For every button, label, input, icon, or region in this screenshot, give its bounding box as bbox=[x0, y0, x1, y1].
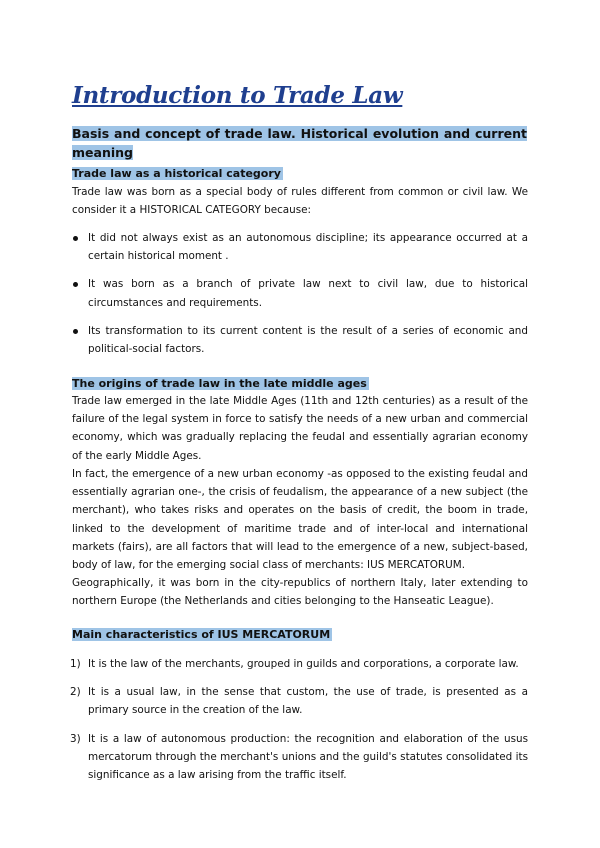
main-heading bbox=[72, 124, 527, 162]
bullet-dot-icon bbox=[73, 282, 78, 287]
list-item bbox=[72, 322, 528, 358]
list-item-text: It is a usual law, in the sense that custom, the use of trade, is presented as a primary source in the creation of the law. bbox=[88, 686, 528, 717]
section-heading-text: Trade law as a historical category bbox=[72, 167, 281, 180]
section1-intro: Trade law was born as a special body of rules different from common or civil law. We consider it a HISTORICAL CATEGORY because: bbox=[72, 186, 528, 217]
section1-bullet-list bbox=[72, 229, 528, 358]
list-item-number: 1) bbox=[70, 658, 81, 670]
section2-paragraph-1: Trade law emerged in the late Middle Ages (11th and 12th centuries) as a result of the failure of the legal system in force to satisfy the needs of a new urban and commercial economy, which was gradually replacing the feudal and essentially agrarian economy of the early Middle Ages. bbox=[72, 395, 528, 462]
list-item bbox=[72, 730, 528, 785]
list-item bbox=[72, 275, 528, 311]
main-heading-text: Basis and concept of trade law. Historical evolution and current meaning bbox=[72, 126, 527, 160]
list-item-text: It is a law of autonomous production: the recognition and elaboration of the usus mercatorum through the merchant's unions and the guild's statutes consolidated its significance as a law arising from the traffic itself. bbox=[88, 732, 528, 782]
list-item bbox=[72, 683, 528, 719]
list-item-number: 3) bbox=[70, 732, 81, 745]
section-heading-origins bbox=[72, 376, 369, 391]
section-heading-historical-category bbox=[72, 166, 283, 181]
bullet-dot-icon bbox=[73, 236, 78, 241]
list-item-text: It was born as a branch of private law next to civil law, due to historical circumstances and requirements. bbox=[88, 278, 528, 309]
list-item bbox=[72, 229, 528, 265]
list-item-text: Its transformation to its current content is the result of a series of economic and political-social factors. bbox=[88, 324, 528, 356]
page-title: Introduction to Trade Law bbox=[72, 82, 403, 109]
list-item-text: It did not always exist as an autonomous discipline; its appearance occurred at a certain historical moment . bbox=[88, 232, 528, 263]
list-item-number: 2) bbox=[70, 686, 81, 699]
section2-paragraph-3: Geographically, it was born in the city-republics of northern Italy, later extending to northern Europe (the Netherlands and cities belonging to the Hanseatic League). bbox=[72, 577, 528, 608]
section2-paragraph-2: In fact, the emergence of a new urban economy -as opposed to the existing feudal and essentially agrarian one-, the crisis of feudalism, the appearance of a new subject (the merchant), who takes risks and operates on the basis of credit, the boom in trade, linked to the development of maritime trade and of inter-local and international markets (fairs), are all factors that will lead to the emergence of a new, subject-based, body of law, for the emerging social class of merchants: IUS MERCATORUM. bbox=[72, 468, 528, 572]
list-item-text: It is the law of the merchants, grouped in guilds and corporations, a corporate law. bbox=[88, 658, 519, 670]
section3-numbered-list bbox=[72, 655, 528, 784]
section-heading-text: Main characteristics of IUS MERCATORUM bbox=[72, 628, 331, 641]
section-heading-characteristics bbox=[72, 627, 332, 642]
list-item bbox=[72, 655, 528, 673]
bullet-dot-icon bbox=[73, 329, 78, 334]
section-heading-text: The origins of trade law in the late middle ages bbox=[72, 377, 367, 390]
